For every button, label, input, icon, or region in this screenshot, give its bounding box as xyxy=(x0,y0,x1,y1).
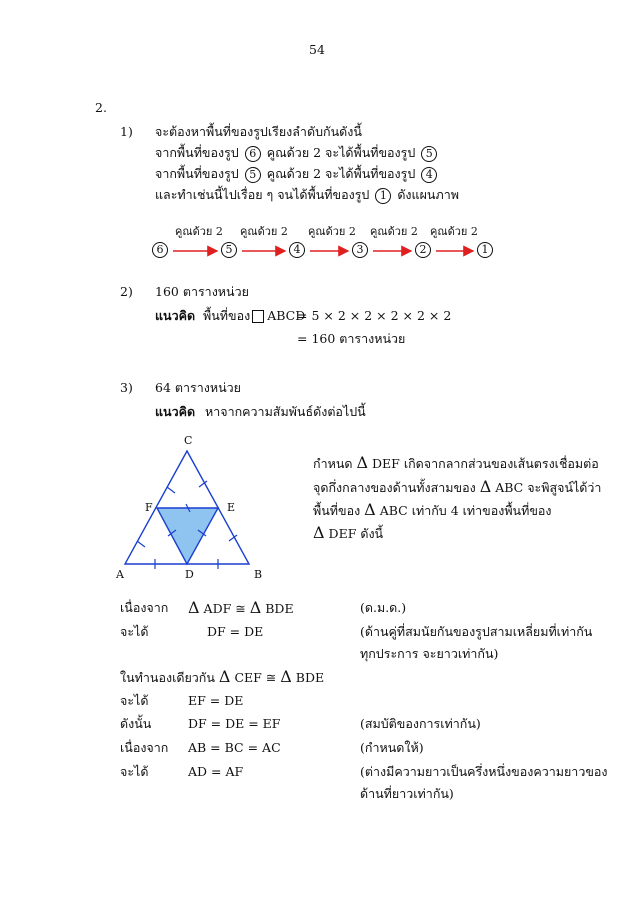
proof-r4-expr: EF = DE xyxy=(188,693,244,708)
circled-number: 5 xyxy=(245,167,261,183)
desc-line3: พื้นที่ของ Δ ABC เท่ากับ 4 เท่าของพื้นที่ของ xyxy=(313,500,552,519)
label-e: E xyxy=(227,501,236,514)
label-c: C xyxy=(184,434,193,447)
p2-eq2: = 160 ตารางหน่วย xyxy=(297,331,406,346)
label-d: D xyxy=(185,568,194,581)
p2-area: พื้นที่ของ ABCD xyxy=(203,308,306,323)
chain-node: 1 xyxy=(477,242,493,258)
proof-r1-reason: (ด.ม.ด.) xyxy=(360,600,407,615)
proof-r6-reason: (กำหนดให้) xyxy=(360,740,424,755)
proof-r2-reason: (ด้านคู่ที่สมนัยกันของรูปสามเหลี่ยมที่เท่ากัน xyxy=(360,624,593,639)
p1-line2: จากพื้นที่ของรูป 5 คูณด้วย 2 จะได้พื้นที่ของรูป 4 xyxy=(155,166,439,183)
circled-number: 5 xyxy=(421,146,437,162)
p2-idea-label: แนวคิด xyxy=(155,308,196,323)
chain-label: คูณด้วย 2 xyxy=(240,225,288,238)
desc-line1: กำหนด Δ DEF เกิดจากลากส่วนของเส้นตรงเชื่อมต่อ xyxy=(313,453,599,472)
proof-r7-reason: (ต่างมีความยาวเป็นครึ่งหนึ่งของความยาวของ xyxy=(360,764,608,779)
proof-r7-label: จะได้ xyxy=(120,764,149,779)
proof-r3: ในทำนองเดียวกัน Δ CEF ≅ Δ BDE xyxy=(120,667,325,686)
page-number: 54 xyxy=(309,42,325,57)
chain-label: คูณด้วย 2 xyxy=(308,225,356,238)
proof-r2-expr: DF = DE xyxy=(207,624,264,639)
p3-idea-label: แนวคิด xyxy=(155,404,196,419)
chain-label: คูณด้วย 2 xyxy=(175,225,223,238)
p1-line3: และทำเช่นนี้ไปเรื่อย ๆ จนได้พื้นที่ของรูป 1 ดังแผนภาพ xyxy=(155,187,459,202)
proof-r7-reason2: ด้านที่ยาวเท่ากัน) xyxy=(360,786,454,801)
desc-line4: Δ DEF ดังนี้ xyxy=(313,523,384,542)
proof-r1-expr: Δ ADF ≅ Δ BDE xyxy=(188,598,294,617)
label-a: A xyxy=(116,568,124,581)
p3-idea-text: หาจากความสัมพันธ์ดังต่อไปนี้ xyxy=(205,404,366,419)
p1-intro: จะต้องหาพื้นที่ของรูปเรียงลำดับกันดังนี้ xyxy=(155,124,362,139)
chain-node: 4 xyxy=(289,242,305,258)
chain-node: 2 xyxy=(415,242,431,258)
circled-number: 6 xyxy=(245,146,261,162)
circled-number: 4 xyxy=(421,167,437,183)
proof-r2-reason2: ทุกประการ จะยาวเท่ากัน) xyxy=(360,646,499,661)
square-icon xyxy=(252,310,264,323)
proof-r7-expr: AD = AF xyxy=(188,764,244,779)
chain-node: 6 xyxy=(152,242,168,258)
triangle-def xyxy=(157,508,218,564)
desc-line2: จุดกึ่งกลางของด้านทั้งสามของ Δ ABC จะพิสูจน์ได้ว่า xyxy=(313,477,602,496)
chain-node: 5 xyxy=(221,242,237,258)
p3-answer: 64 ตารางหน่วย xyxy=(155,380,241,395)
item-number: 2. xyxy=(95,100,107,115)
p2-eq1: = 5 × 2 × 2 × 2 × 2 × 2 xyxy=(297,308,452,323)
chain-label: คูณด้วย 2 xyxy=(370,225,418,238)
label-b: B xyxy=(254,568,263,581)
p2-number: 2) xyxy=(120,284,133,299)
chain-label: คูณด้วย 2 xyxy=(430,225,478,238)
proof-r2-label: จะได้ xyxy=(120,624,149,639)
p1-line1: จากพื้นที่ของรูป 6 คูณด้วย 2 จะได้พื้นที่ของรูป 5 xyxy=(155,145,439,162)
proof-r5-reason: (สมบัติของการเท่ากัน) xyxy=(360,716,481,731)
proof-r5-expr: DF = DE = EF xyxy=(188,716,281,731)
proof-r6-label: เนื่องจาก xyxy=(120,740,169,755)
label-f: F xyxy=(145,501,153,514)
chain-node: 3 xyxy=(352,242,368,258)
circled-number: 1 xyxy=(375,188,391,204)
proof-r5-label: ดังนั้น xyxy=(120,716,152,731)
proof-r4-label: จะได้ xyxy=(120,693,149,708)
proof-r1-label: เนื่องจาก xyxy=(120,600,169,615)
p1-number: 1) xyxy=(120,124,133,139)
p3-number: 3) xyxy=(120,380,133,395)
p2-answer: 160 ตารางหน่วย xyxy=(155,284,249,299)
proof-r6-expr: AB = BC = AC xyxy=(188,740,281,755)
